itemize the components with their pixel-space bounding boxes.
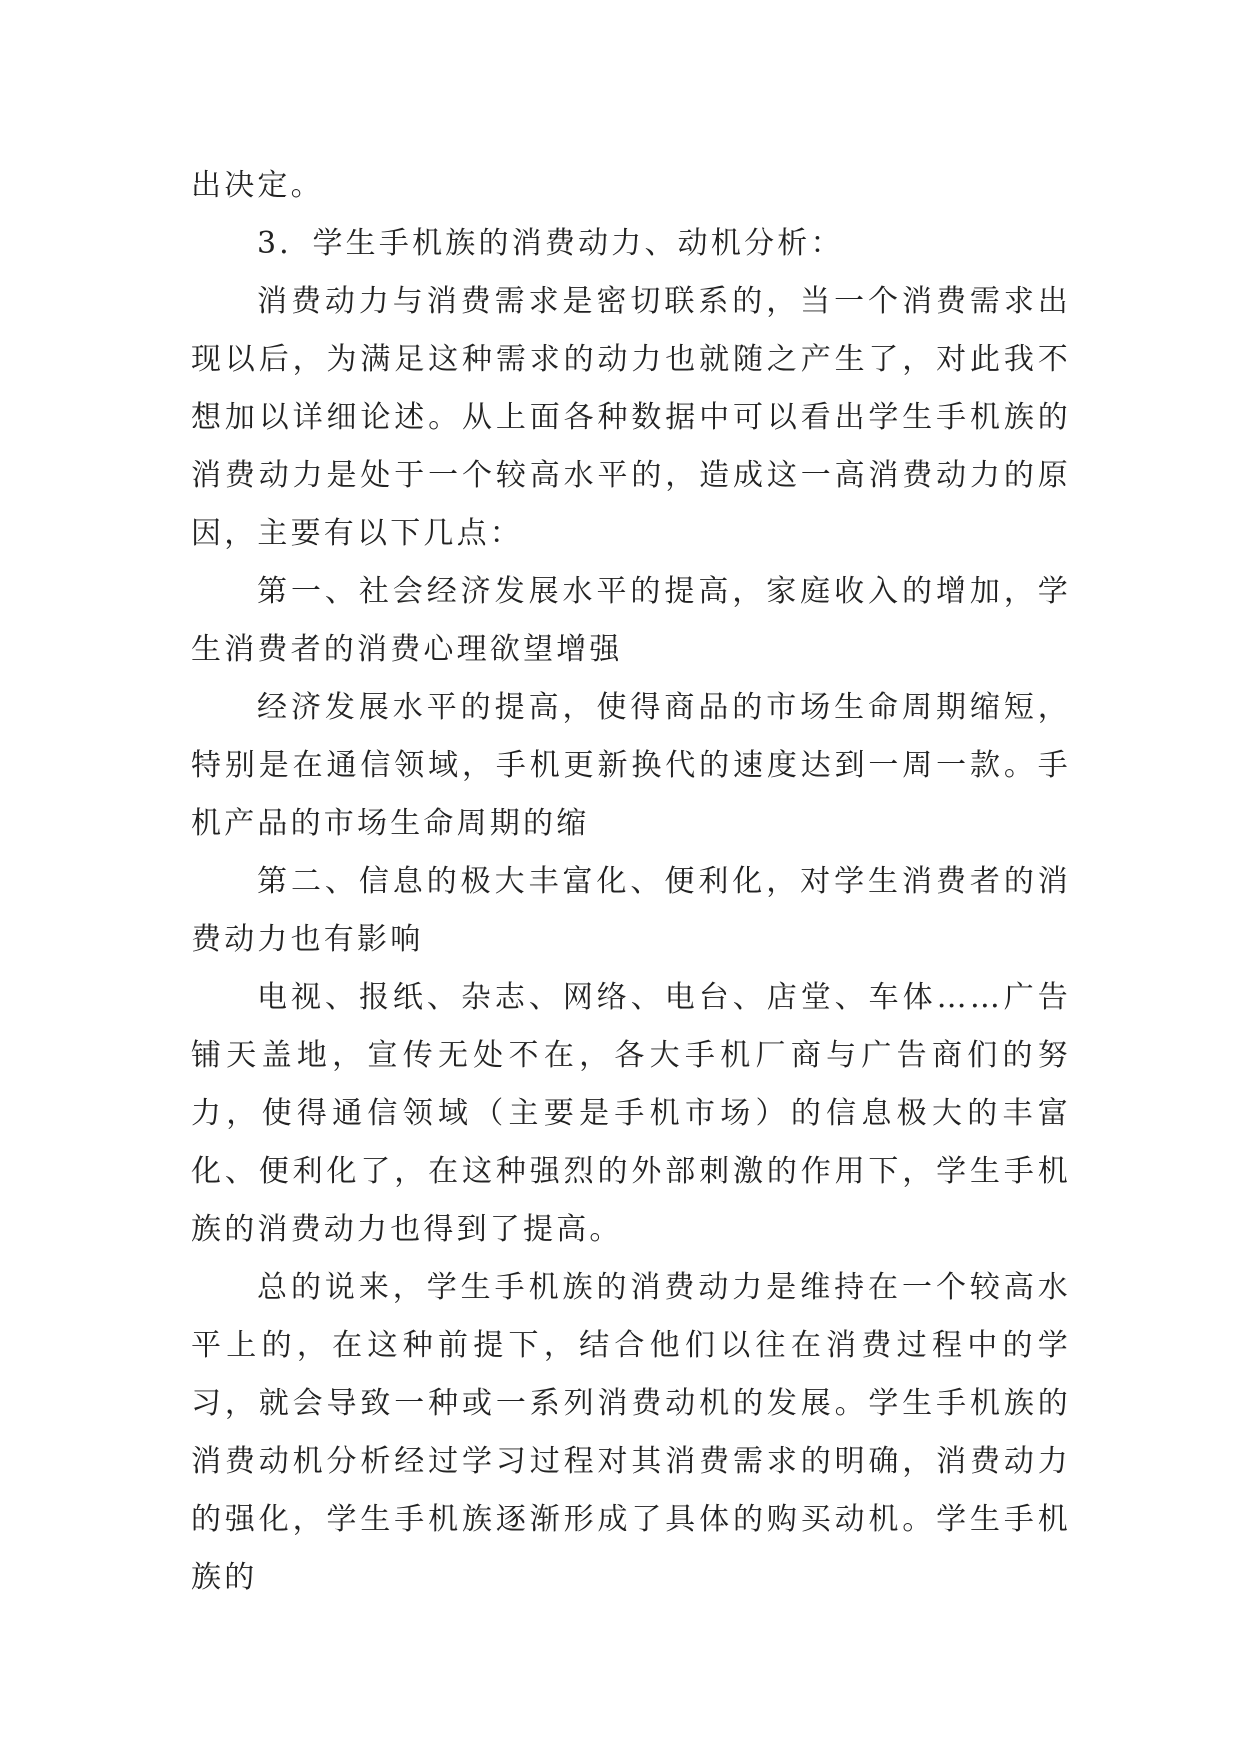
paragraph-8: 总的说来，学生手机族的消费动力是维持在一个较高水平上的，在这种前提下，结合他们以往在消费过程中的学习，就会导致一种或一系列消费动机的发展。学生手机族的消费动机分析经过学习过程对其消费需求的明确，消费动力的强化，学生手机族逐渐形成了具体的购买动机。学生手机族的 (191, 1270, 1071, 1595)
paragraph-5: 经济发展水平的提高，使得商品的市场生命周期缩短，特别是在通信领域，手机更新换代的速度达到一周一款。手机产品的市场生命周期的缩 (191, 690, 1071, 841)
section-heading-3: 3．学生手机族的消费动力、动机分析： (257, 226, 844, 261)
paragraph-7: 电视、报纸、杂志、网络、电台、店堂、车体……广告铺天盖地，宣传无处不在，各大手机厂商与广告商们的努力，使得通信领域（主要是手机市场）的信息极大的丰富化、便利化了，在这种强烈的外部刺激的作用下，学生手机族的消费动力也得到了提高。 (191, 980, 1071, 1247)
paragraph-3: 消费动力与消费需求是密切联系的，当一个消费需求出现以后，为满足这种需求的动力也就随之产生了，对此我不想加以详细论述。从上面各种数据中可以看出学生手机族的消费动力是处于一个较高水平的，造成这一高消费动力的原因，主要有以下几点： (191, 284, 1071, 551)
document-body (191, 157, 1071, 1607)
point-heading-2: 第二、信息的极大丰富化、便利化，对学生消费者的消费动力也有影响 (191, 864, 1071, 957)
point-heading-1: 第一、社会经济发展水平的提高，家庭收入的增加，学生消费者的消费心理欲望增强 (191, 574, 1071, 667)
paragraph-1: 出决定。 (191, 168, 324, 203)
